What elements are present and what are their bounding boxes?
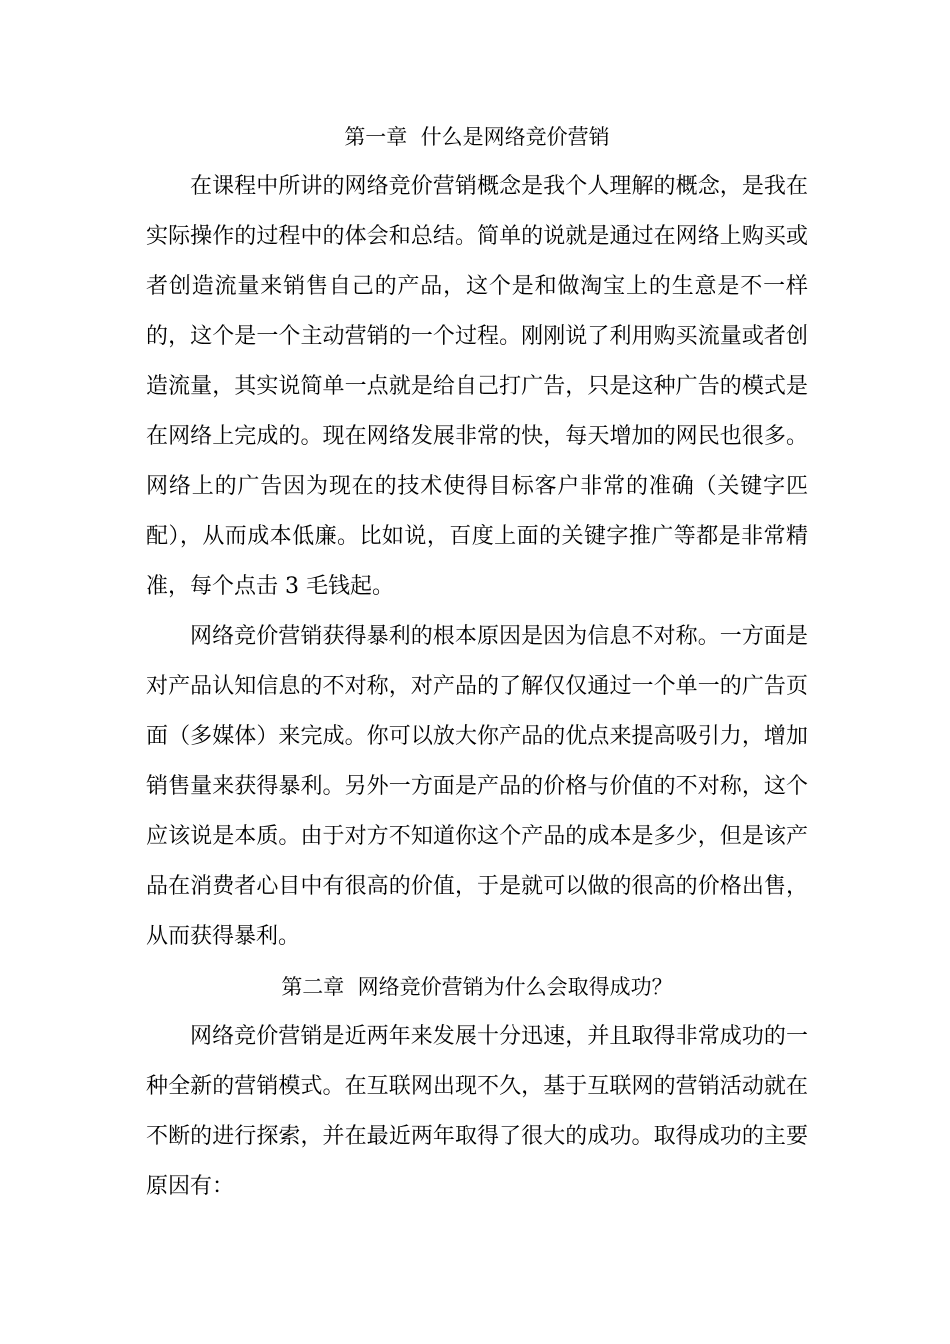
chapter-2-title: 第二章 网络竞价营销为什么会取得成功？ (281, 975, 673, 999)
chapter-2-paragraph-1: 网络竞价营销是近两年来发展十分迅速，并且取得非常成功的一种全新的营销模式。在互联网出现不久，基于互联网的营销活动就在不断的进行探索，并在最近两年取得了很大的成功。取得成功的主要原因有： (146, 1024, 808, 1199)
document-body (146, 112, 808, 1212)
chapter-1-paragraph-1: 在课程中所讲的网络竞价营销概念是我个人理解的概念，是我在实际操作的过程中的体会和总结。简单的说就是通过在网络上购买或者创造流量来销售自己的产品，这个是和做淘宝上的生意是不一样的，这个是一个主动营销的一个过程。刚刚说了利用购买流量或者创造流量，其实说简单一点就是给自己打广告，只是这种广告的模式是在网络上完成的。现在网络发展非常的快，每天增加的网民也很多。网络上的广告因为现在的技术使得目标客户非常的准确（关键字匹配），从而成本低廉。比如说，百度上面的关键字推广等都是非常精准，每个点击 3 毛钱起。 (146, 174, 808, 599)
chapter-1-paragraph-2: 网络竞价营销获得暴利的根本原因是因为信息不对称。一方面是对产品认知信息的不对称，对产品的了解仅仅通过一个单一的广告页面（多媒体）来完成。你可以放大你产品的优点来提高吸引力，增加销售量来获得暴利。另外一方面是产品的价格与价值的不对称，这个应该说是本质。由于对方不知道你这个产品的成本是多少，但是该产品在消费者心目中有很高的价值，于是就可以做的很高的价格出售，从而获得暴利。 (146, 624, 808, 949)
chapter-1-title: 第一章 什么是网络竞价营销 (344, 125, 610, 149)
